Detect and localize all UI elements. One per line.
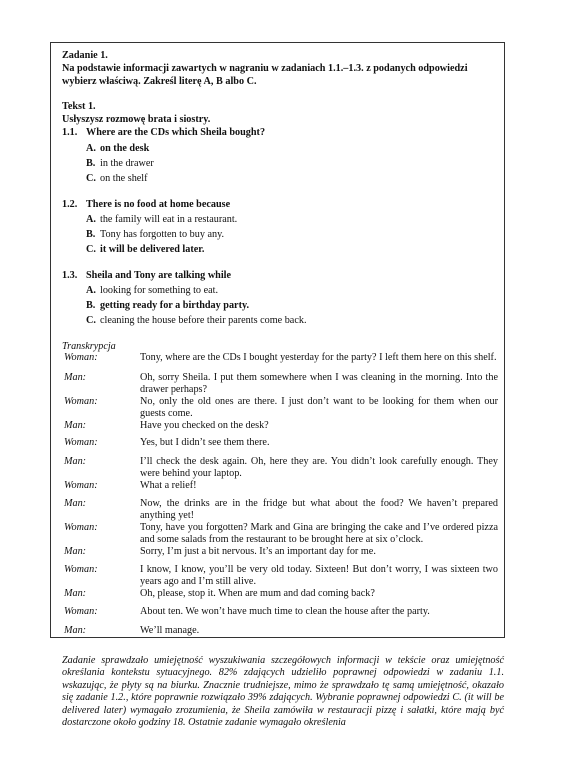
utterance: We’ll manage. xyxy=(140,625,200,636)
option-text-correct: it will be delivered later. xyxy=(100,244,205,255)
option-text: looking for something to eat. xyxy=(100,285,218,296)
speaker: Man: xyxy=(64,456,87,467)
question-text: Where are the CDs which Sheila bought? xyxy=(86,127,266,138)
option-letter: B. xyxy=(86,229,96,240)
utterance: About ten. We won’t have much time to clean the house after the party. xyxy=(140,606,430,617)
speaker: Man: xyxy=(64,420,87,431)
utterance: Tony, have you forgotten? Mark and Gina are bringing the cake and I’ve ordered pizza and some salads from the restaurant to be brought here at six o’clock. xyxy=(140,522,498,545)
utterance: Now, the drinks are in the fridge but what about the food? We haven’t prepared anything yet! xyxy=(140,498,498,521)
option-letter: C. xyxy=(86,244,96,255)
option-text: the family will eat in a restaurant. xyxy=(100,214,238,225)
option-text-correct: getting ready for a birthday party. xyxy=(100,300,250,311)
commentary-paragraph: Zadanie sprawdzało umiejętność wyszukiwania szczegółowych informacji w tekście oraz umiejętność określania kontekstu sytuacyjnego. 82% zdających udzieliło poprawnej odpowiedzi w zadaniu 1.1. wskazując, że płyty są na biurku. Znacznie trudniejsze, mimo że sprawdzało tę samą umiejętność, okazało się zadanie 1.2., które poprawnie rozwiązało 39% zdających. Wybranie poprawnej odpowiedzi C. (it will be delivered later) wymagało zrozumienia, że Sheila zamówiła w restauracji pizzę i sałatki, które mają być dostarczone około godziny 18. Ostatnie zadanie wymagało określenia xyxy=(62,655,504,729)
question-number: 1.1. xyxy=(62,127,78,138)
speaker: Woman: xyxy=(64,606,98,617)
task-instruction: Na podstawie informacji zawartych w nagraniu w zadaniach 1.1.–1.3. z podanych odpowiedzi wybierz właściwą. Zakreśl literę A, B albo C. xyxy=(62,63,468,87)
option-text: cleaning the house before their parents come back. xyxy=(100,315,307,326)
utterance: Have you checked on the desk? xyxy=(140,420,269,431)
utterance: Yes, but I didn’t see them there. xyxy=(140,437,270,448)
option-text: Tony has forgotten to buy any. xyxy=(100,229,225,240)
option-letter: B. xyxy=(86,300,96,311)
question-number: 1.2. xyxy=(62,199,78,210)
utterance: Oh, please, stop it. When are mum and dad coming back? xyxy=(140,588,375,599)
speaker: Man: xyxy=(64,546,87,557)
option-text: on the shelf xyxy=(100,173,148,184)
question-number: 1.3. xyxy=(62,270,78,281)
option-letter: A. xyxy=(86,285,96,296)
utterance: No, only the old ones are there. I just don’t want to be looking for them when our guests come. xyxy=(140,396,498,419)
speaker: Man: xyxy=(64,498,87,509)
text-title: Tekst 1. xyxy=(62,101,96,112)
option-letter: C. xyxy=(86,173,96,184)
utterance: What a relief! xyxy=(140,480,197,491)
option-text-correct: on the desk xyxy=(100,143,150,154)
speaker: Woman: xyxy=(64,522,98,533)
speaker: Woman: xyxy=(64,396,98,407)
option-letter: C. xyxy=(86,315,96,326)
option-letter: B. xyxy=(86,158,96,169)
text-subtitle: Usłyszysz rozmowę brata i siostry. xyxy=(62,114,211,125)
option-text: in the drawer xyxy=(100,158,154,169)
option-letter: A. xyxy=(86,143,96,154)
question-text: There is no food at home because xyxy=(86,199,231,210)
utterance: I know, I know, you’ll be very old today. Sixteen! But don’t worry, I was sixteen two years ago and I’m still alive. xyxy=(140,564,498,587)
utterance: Sorry, I’m just a bit nervous. It’s an important day for me. xyxy=(140,546,376,557)
utterance: Tony, where are the CDs I bought yesterday for the party? I left them here on this shelf. xyxy=(140,352,497,363)
utterance: I’ll check the desk again. Oh, here they are. You didn’t look carefully enough. They were behind your laptop. xyxy=(140,456,498,479)
question-text: Sheila and Tony are talking while xyxy=(86,270,232,281)
speaker: Man: xyxy=(64,588,87,599)
option-letter: A. xyxy=(86,214,96,225)
speaker: Man: xyxy=(64,372,87,383)
speaker: Woman: xyxy=(64,564,98,575)
utterance: Oh, sorry Sheila. I put them somewhere when I was cleaning in the morning. Into the drawer perhaps? xyxy=(140,372,498,395)
transcript-title: Transkrypcja xyxy=(62,341,116,352)
speaker: Woman: xyxy=(64,352,98,363)
speaker: Woman: xyxy=(64,437,98,448)
speaker: Woman: xyxy=(64,480,98,491)
speaker: Man: xyxy=(64,625,87,636)
task-title: Zadanie 1. xyxy=(62,50,108,61)
